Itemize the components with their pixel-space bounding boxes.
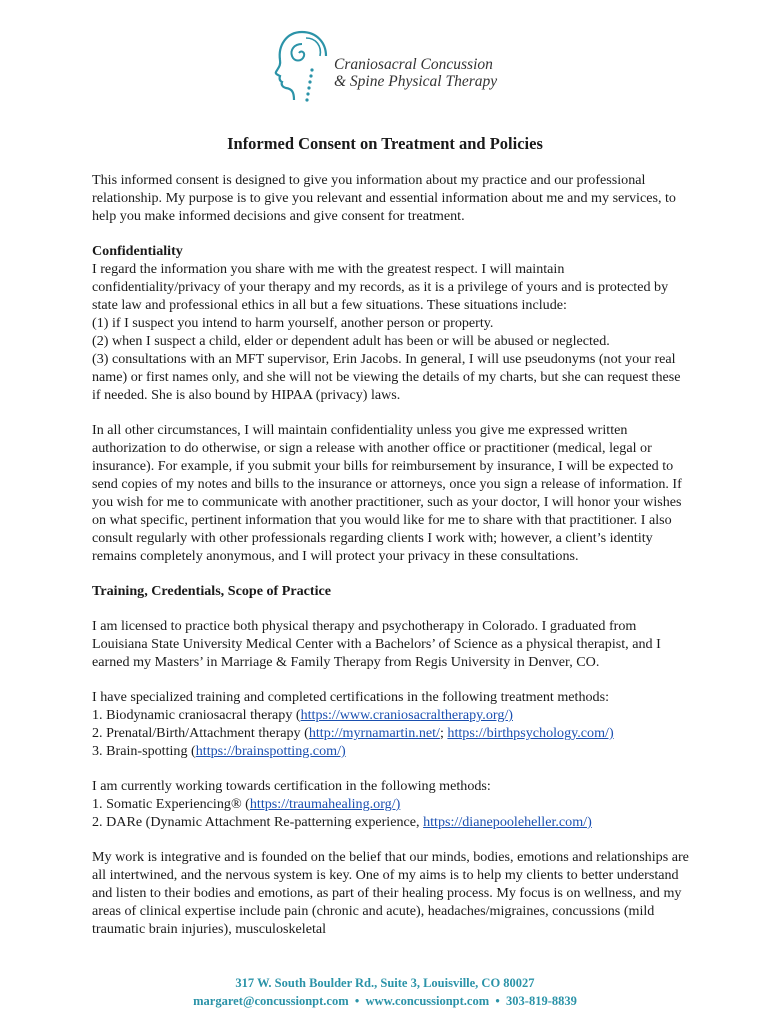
training-paragraph-1: I am licensed to practice both physical therapy and psychotherapy in Colorado. I graduated from Louisiana State University Medical Center with a Bachelors’ of Science as a physical therapist, and I earned my Masters’ in Marriage & Family Therapy from Regis University in Denver, CO. xyxy=(92,618,661,670)
footer-phone: 303-819-8839 xyxy=(506,994,577,1008)
footer-website: www.concussionpt.com xyxy=(365,994,490,1008)
intro-paragraph: This informed consent is designed to give you information about my practice and our professional relationship. My purpose is to give you relevant and essential information about me and my services, to help you make informed decisions and give consent for treatment. xyxy=(92,172,676,224)
confidentiality-lead: I regard the information you share with me with the greatest respect. I will maintain confidentiality/privacy of your therapy and my records, as it is a privilege of yours and is protected by state law and professional ethics in all but a few situations. These situations include: xyxy=(92,261,669,313)
craniosacral-link[interactable]: https://www.craniosacraltherapy.org/) xyxy=(300,707,513,723)
specializations-intro: I have specialized training and completed certifications in the following treatment methods: xyxy=(92,689,609,705)
page-title: Informed Consent on Treatment and Policies xyxy=(227,134,543,153)
footer-address: 317 W. South Boulder Rd., Suite 3, Louisville, CO 80027 xyxy=(235,976,535,990)
spec-item-3: 3. Brain-spotting (https://brainspotting.com/) xyxy=(92,743,346,759)
training-heading: Training, Credentials, Scope of Practice xyxy=(92,583,332,599)
cert-item-1: 1. Somatic Experiencing® (https://traumahealing.org/) xyxy=(92,796,401,812)
myrnamartin-link[interactable]: http://myrnamartin.net/ xyxy=(308,725,440,741)
confidentiality-paragraph-2: In all other circumstances, I will maintain confidentiality unless you give me expressed written authorization to do otherwise, or sign a release with another office or practitioner (medical, legal or insurance). For example, if you submit your bills for reimbursement by insurance, I will be expected to send copies of my notes and bills to the insurance or attorneys, once you sign a release of information. If you wish for me to communicate with another practitioner, such as your doctor, I will honor your wishes on what specific, pertinent information that you would like for me to share with that practitioner. I also consult regularly with other professionals regarding clients I work with; however, a client’s identity remains completely anonymous, and I will protect your privacy in these consultations. xyxy=(92,422,682,564)
footer xyxy=(0,974,770,1010)
footer-bullet-2: • xyxy=(495,994,500,1008)
traumahealing-link[interactable]: https://traumahealing.org/) xyxy=(249,796,401,812)
confidentiality-item-1: (1) if I suspect you intend to harm yourself, another person or property. xyxy=(92,315,494,331)
cert-item-2: 2. DARe (Dynamic Attachment Re-patterning experience, https://dianepooleheller.com/) xyxy=(92,814,592,830)
logo-text xyxy=(334,56,497,90)
integrative-paragraph: My work is integrative and is founded on the belief that our minds, bodies, emotions and relationships are all intertwined, and the nervous system is key. One of my aims is to help my clients to better understand and listen to their bodies and emotions, as part of their healing process. My focus is on wellness, and my areas of clinical expertise include pain (chronic and acute), headaches/migraines, concussions (mild traumatic brain injuries), musculoskeletal xyxy=(92,849,689,937)
spec-item-2: 2. Prenatal/Birth/Attachment therapy (http://myrnamartin.net/; https://birthpsychology.com/) xyxy=(92,725,614,741)
spec-item-1: 1. Biodynamic craniosacral therapy (https://www.craniosacraltherapy.org/) xyxy=(92,707,513,723)
brainspotting-link[interactable]: https://brainspotting.com/) xyxy=(195,743,346,759)
certifications-intro: I am currently working towards certification in the following methods: xyxy=(92,778,491,794)
footer-bullet-1: • xyxy=(354,994,360,1008)
head-profile-logo-icon xyxy=(272,26,332,106)
confidentiality-item-2: (2) when I suspect a child, elder or dependent adult has been or will be abused or neglected. xyxy=(92,333,610,349)
document-body xyxy=(92,171,692,955)
birthpsychology-link[interactable]: https://birthpsychology.com/) xyxy=(447,725,614,741)
confidentiality-item-3: (3) consultations with an MFT supervisor, Erin Jacobs. In general, I will use pseudonyms (not your real name) or first names only, and she will not be viewing the details of my charts, but she can request these if needed. She is also bound by HIPAA (privacy) laws. xyxy=(92,351,681,403)
certifications-list xyxy=(92,777,692,831)
dianepooleheller-link[interactable]: https://dianepooleheller.com/) xyxy=(423,814,592,830)
specializations-list xyxy=(92,688,692,760)
confidentiality-section xyxy=(92,242,692,404)
logo-line-1: Craniosacral Concussion xyxy=(334,56,493,73)
logo-line-2: & Spine Physical Therapy xyxy=(334,73,498,90)
footer-contact xyxy=(0,992,770,1010)
practice-logo xyxy=(272,26,512,106)
confidentiality-heading: Confidentiality xyxy=(92,243,183,259)
footer-email: margaret@concussionpt.com xyxy=(193,994,349,1008)
